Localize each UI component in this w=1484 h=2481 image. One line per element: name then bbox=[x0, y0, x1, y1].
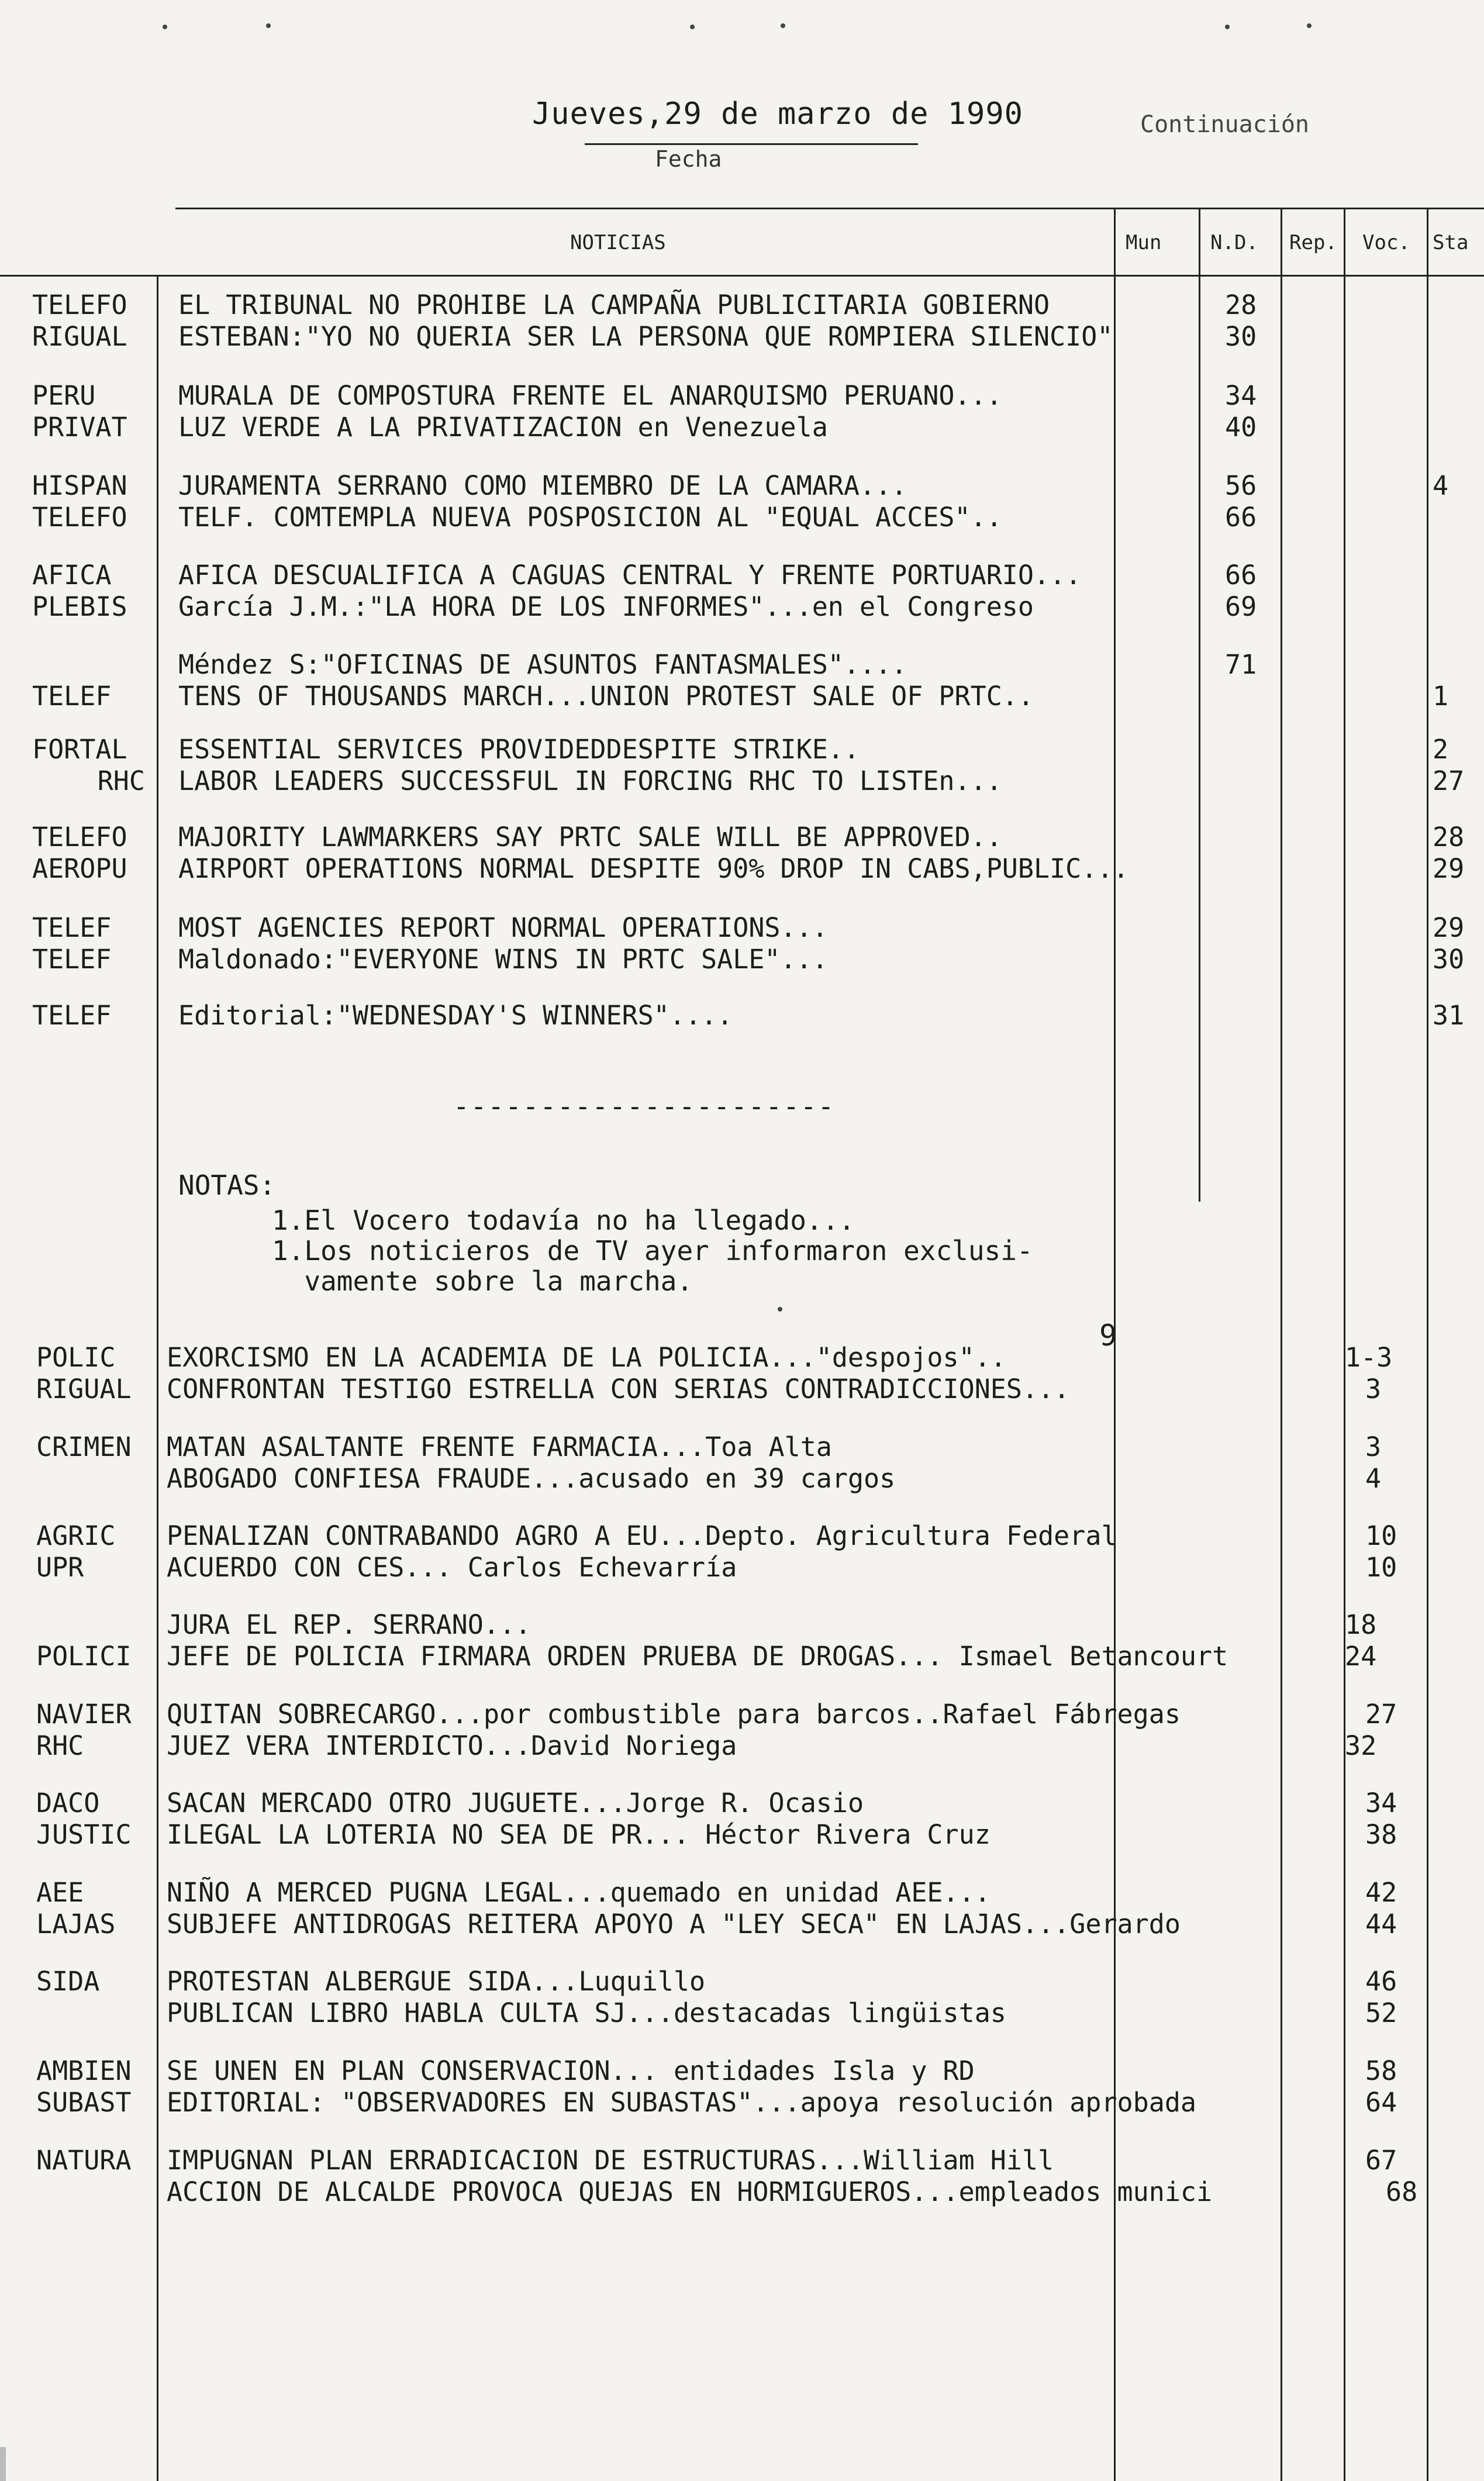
news-row bbox=[0, 560, 1484, 591]
headline: EXORCISMO EN LA ACADEMIA DE LA POLICIA..."despojos".. bbox=[167, 1342, 1006, 1373]
voc-value: 32 bbox=[1345, 1730, 1377, 1761]
news-row bbox=[0, 1819, 1484, 1851]
section-code: RIGUAL bbox=[32, 321, 127, 352]
section-code: PLEBIS bbox=[32, 591, 127, 622]
news-row bbox=[0, 289, 1484, 321]
news-row bbox=[0, 2145, 1484, 2176]
section-code: AEROPU bbox=[32, 853, 127, 884]
news-row bbox=[0, 1877, 1484, 1909]
scan-edge bbox=[0, 2447, 6, 2481]
section-code: NAVIER bbox=[36, 1699, 132, 1730]
news-row bbox=[0, 1909, 1484, 1940]
news-row bbox=[0, 1000, 1484, 1031]
section-code: AEE bbox=[36, 1877, 84, 1908]
voc-value: 10 bbox=[1365, 1552, 1397, 1583]
headline: Méndez S:"OFICINAS DE ASUNTOS FANTASMALES".... bbox=[178, 649, 907, 680]
st-value: 1 bbox=[1433, 681, 1449, 712]
speck bbox=[266, 23, 271, 28]
section-code: RHC bbox=[36, 1730, 84, 1761]
news-row bbox=[0, 765, 1484, 797]
notas-title: NOTAS: bbox=[178, 1169, 276, 1201]
headline: Editorial:"WEDNESDAY'S WINNERS".... bbox=[178, 1000, 733, 1031]
st-value: 29 bbox=[1433, 853, 1465, 884]
news-row bbox=[0, 1730, 1484, 1762]
headline: EDITORIAL: "OBSERVADORES EN SUBASTAS"...apoya resolución aprobada bbox=[167, 2087, 1196, 2118]
voc-value: 52 bbox=[1365, 1997, 1397, 2028]
news-row bbox=[0, 1609, 1484, 1641]
date-underline bbox=[585, 143, 918, 145]
news-row bbox=[0, 1699, 1484, 1730]
nota-item: 1.El Vocero todavía no ha llegado... bbox=[272, 1205, 855, 1236]
news-row bbox=[0, 502, 1484, 533]
continuation-label: Continuación bbox=[1140, 111, 1309, 138]
section-code: RIGUAL bbox=[36, 1374, 132, 1405]
headline: ESSENTIAL SERVICES PROVIDEDDESPITE STRIKE.. bbox=[178, 734, 860, 765]
section-code: TELEF bbox=[32, 681, 112, 712]
section-code: TELEF bbox=[32, 912, 112, 943]
headline: LUZ VERDE A LA PRIVATIZACION en Venezuela bbox=[178, 412, 828, 443]
section-code: AMBIEN bbox=[36, 2055, 132, 2086]
section-code: POLIC bbox=[36, 1342, 116, 1373]
st-value: 29 bbox=[1433, 912, 1465, 943]
header-rule-top bbox=[175, 208, 1484, 209]
section-code: AFICA bbox=[32, 560, 112, 591]
section-code: PRIVAT bbox=[32, 412, 127, 443]
headline: JURA EL REP. SERRANO... bbox=[167, 1609, 532, 1640]
voc-value: 64 bbox=[1365, 2087, 1397, 2118]
nota-item: 1.Los noticieros de TV ayer informaron exclusi- bbox=[272, 1235, 1033, 1267]
headline: MURALA DE COMPOSTURA FRENTE EL ANARQUISMO PERUANO... bbox=[178, 380, 1002, 411]
voc-value: 18 bbox=[1345, 1609, 1377, 1640]
section-code: SIDA bbox=[36, 1966, 100, 1997]
col-header-mun: Mun bbox=[1126, 231, 1162, 254]
news-row bbox=[0, 1966, 1484, 1997]
section-code: AGRIC bbox=[36, 1520, 116, 1551]
section-code: HISPAN bbox=[32, 470, 127, 501]
headline: ACUERDO CON CES... Carlos Echevarría bbox=[167, 1552, 737, 1583]
section-code: TELEFO bbox=[32, 289, 127, 320]
headline: SUBJEFE ANTIDROGAS REITERA APOYO A "LEY SECA" EN LAJAS...Gerardo bbox=[167, 1909, 1181, 1940]
headline: MAJORITY LAWMARKERS SAY PRTC SALE WILL BE APPROVED.. bbox=[178, 822, 1002, 853]
section-code: TELEFO bbox=[32, 822, 127, 853]
col-header-voc: Voc. bbox=[1362, 231, 1410, 254]
st-value: 27 bbox=[1433, 765, 1465, 796]
news-row bbox=[0, 912, 1484, 944]
news-row bbox=[0, 1997, 1484, 2029]
headline: CONFRONTAN TESTIGO ESTRELLA CON SERIAS CONTRADICCIONES... bbox=[167, 1374, 1070, 1405]
news-row bbox=[0, 1641, 1484, 1672]
st-value: 2 bbox=[1433, 734, 1449, 765]
headline: LABOR LEADERS SUCCESSFUL IN FORCING RHC TO LISTEn... bbox=[178, 765, 1002, 796]
section-code: DACO bbox=[36, 1788, 100, 1819]
news-row bbox=[0, 944, 1484, 975]
col-header-nd: N.D. bbox=[1210, 231, 1258, 254]
col-header-rep: Rep. bbox=[1289, 231, 1337, 254]
headline: JUEZ VERA INTERDICTO...David Noriega bbox=[167, 1730, 737, 1761]
headline: PENALIZAN CONTRABANDO AGRO A EU...Depto. Agricultura Federal bbox=[167, 1520, 1117, 1551]
news-row bbox=[0, 2087, 1484, 2118]
speck bbox=[1307, 23, 1312, 28]
headline: Maldonado:"EVERYONE WINS IN PRTC SALE"... bbox=[178, 944, 828, 975]
section-code: CRIMEN bbox=[36, 1431, 132, 1462]
headline: JEFE DE POLICIA FIRMARA ORDEN PRUEBA DE DROGAS... Ismael Betancourt bbox=[167, 1641, 1228, 1672]
news-row bbox=[0, 822, 1484, 853]
headline: PUBLICAN LIBRO HABLA CULTA SJ...destacadas lingüistas bbox=[167, 1997, 1006, 2028]
nd-value: 40 bbox=[1225, 412, 1257, 443]
nd-value: 71 bbox=[1225, 649, 1257, 680]
voc-value: 38 bbox=[1365, 1819, 1397, 1850]
nota-item: vamente sobre la marcha. bbox=[272, 1265, 693, 1297]
voc-value: 42 bbox=[1365, 1877, 1397, 1908]
header-rule-bottom bbox=[0, 275, 1484, 277]
handwritten-mark: 9 bbox=[1099, 1319, 1117, 1352]
headline: SACAN MERCADO OTRO JUGUETE...Jorge R. Ocasio bbox=[167, 1788, 864, 1819]
speck bbox=[163, 25, 167, 29]
nd-value: 56 bbox=[1225, 470, 1257, 501]
headline: ACCION DE ALCALDE PROVOCA QUEJAS EN HORMIGUEROS...empleados munici bbox=[167, 2176, 1213, 2207]
headline: MOST AGENCIES REPORT NORMAL OPERATIONS... bbox=[178, 912, 828, 943]
voc-value: 3 bbox=[1365, 1374, 1382, 1405]
date-label: Fecha bbox=[655, 146, 722, 172]
headline: TENS OF THOUSANDS MARCH...UNION PROTEST SALE OF PRTC.. bbox=[178, 681, 1034, 712]
headline: IMPUGNAN PLAN ERRADICACION DE ESTRUCTURAS...William Hill bbox=[167, 2145, 1054, 2176]
news-row bbox=[0, 1342, 1484, 1374]
headline: ABOGADO CONFIESA FRAUDE...acusado en 39 cargos bbox=[167, 1463, 896, 1494]
nd-value: 28 bbox=[1225, 289, 1257, 320]
news-row bbox=[0, 1463, 1484, 1495]
voc-value: 34 bbox=[1365, 1788, 1397, 1819]
section-code: UPR bbox=[36, 1552, 84, 1583]
nd-value: 66 bbox=[1225, 560, 1257, 591]
news-row bbox=[0, 321, 1484, 353]
news-row bbox=[0, 470, 1484, 502]
st-value: 28 bbox=[1433, 822, 1465, 853]
headline: AFICA DESCUALIFICA A CAGUAS CENTRAL Y FRENTE PORTUARIO... bbox=[178, 560, 1082, 591]
news-row bbox=[0, 1431, 1484, 1463]
date: Jueves,29 de marzo de 1990 bbox=[532, 96, 1023, 132]
news-row bbox=[0, 1374, 1484, 1405]
section-code: PERU bbox=[32, 380, 96, 411]
news-row bbox=[0, 734, 1484, 765]
speck bbox=[690, 25, 695, 29]
st-value: 30 bbox=[1433, 944, 1465, 975]
voc-value: 46 bbox=[1365, 1966, 1397, 1997]
headline: SE UNEN EN PLAN CONSERVACION... entidades Isla y RD bbox=[167, 2055, 975, 2086]
speck bbox=[781, 23, 785, 28]
news-row bbox=[0, 591, 1484, 623]
section-code: JUSTIC bbox=[36, 1819, 132, 1850]
news-row bbox=[0, 1520, 1484, 1552]
st-value: 4 bbox=[1433, 470, 1449, 501]
news-row bbox=[0, 853, 1484, 885]
nd-value: 34 bbox=[1225, 380, 1257, 411]
voc-value: 10 bbox=[1365, 1520, 1397, 1551]
section-code: POLICI bbox=[36, 1641, 132, 1672]
section-code: LAJAS bbox=[36, 1909, 116, 1940]
nd-value: 30 bbox=[1225, 321, 1257, 352]
voc-value: 27 bbox=[1365, 1699, 1397, 1730]
headline: NIÑO A MERCED PUGNA LEGAL...quemado en unidad AEE... bbox=[167, 1877, 991, 1908]
voc-value: 58 bbox=[1365, 2055, 1397, 2086]
headline: García J.M.:"LA HORA DE LOS INFORMES"...en el Congreso bbox=[178, 591, 1034, 622]
news-row bbox=[0, 2176, 1484, 2208]
section-code: SUBAST bbox=[36, 2087, 132, 2118]
col-header-noticias: NOTICIAS bbox=[570, 231, 666, 254]
news-row bbox=[0, 380, 1484, 412]
voc-value: 4 bbox=[1365, 1463, 1382, 1494]
voc-value: 67 bbox=[1365, 2145, 1397, 2176]
headline: AIRPORT OPERATIONS NORMAL DESPITE 90% DROP IN CABS,PUBLIC... bbox=[178, 853, 1129, 884]
news-row bbox=[0, 681, 1484, 712]
nd-value: 69 bbox=[1225, 591, 1257, 622]
headline: PROTESTAN ALBERGUE SIDA...Luquillo bbox=[167, 1966, 706, 1997]
news-row bbox=[0, 1552, 1484, 1583]
section-code: FORTAL bbox=[32, 734, 127, 765]
news-row bbox=[0, 649, 1484, 681]
voc-value: 68 bbox=[1386, 2176, 1418, 2207]
separator: ---------------------- bbox=[453, 1091, 836, 1122]
headline: JURAMENTA SERRANO COMO MIEMBRO DE LA CAMARA... bbox=[178, 470, 907, 501]
headline: QUITAN SOBRECARGO...por combustible para barcos..Rafael Fábregas bbox=[167, 1699, 1181, 1730]
speck bbox=[778, 1307, 782, 1312]
section-code: TELEF bbox=[32, 944, 112, 975]
news-row bbox=[0, 412, 1484, 443]
speck bbox=[1225, 25, 1230, 29]
news-row bbox=[0, 2055, 1484, 2087]
voc-value: 44 bbox=[1365, 1909, 1397, 1940]
headline: ESTEBAN:"YO NO QUERIA SER LA PERSONA QUE ROMPIERA SILENCIO" bbox=[178, 321, 1113, 352]
headline: MATAN ASALTANTE FRENTE FARMACIA...Toa Alta bbox=[167, 1431, 832, 1462]
voc-value: 24 bbox=[1345, 1641, 1377, 1672]
section-code: RHC bbox=[97, 765, 145, 796]
section-code: TELEF bbox=[32, 1000, 112, 1031]
st-value: 31 bbox=[1433, 1000, 1465, 1031]
headline: ILEGAL LA LOTERIA NO SEA DE PR... Héctor Rivera Cruz bbox=[167, 1819, 991, 1850]
voc-value: 1-3 bbox=[1345, 1342, 1393, 1373]
nd-value: 66 bbox=[1225, 502, 1257, 533]
headline: EL TRIBUNAL NO PROHIBE LA CAMPAÑA PUBLICITARIA GOBIERNO bbox=[178, 289, 1050, 320]
section-code: TELEFO bbox=[32, 502, 127, 533]
col-header-st: Sta bbox=[1433, 231, 1469, 254]
section-code: NATURA bbox=[36, 2145, 132, 2176]
headline: TELF. COMTEMPLA NUEVA POSPOSICION AL "EQUAL ACCES".. bbox=[178, 502, 1002, 533]
news-row bbox=[0, 1788, 1484, 1819]
voc-value: 3 bbox=[1365, 1431, 1382, 1462]
